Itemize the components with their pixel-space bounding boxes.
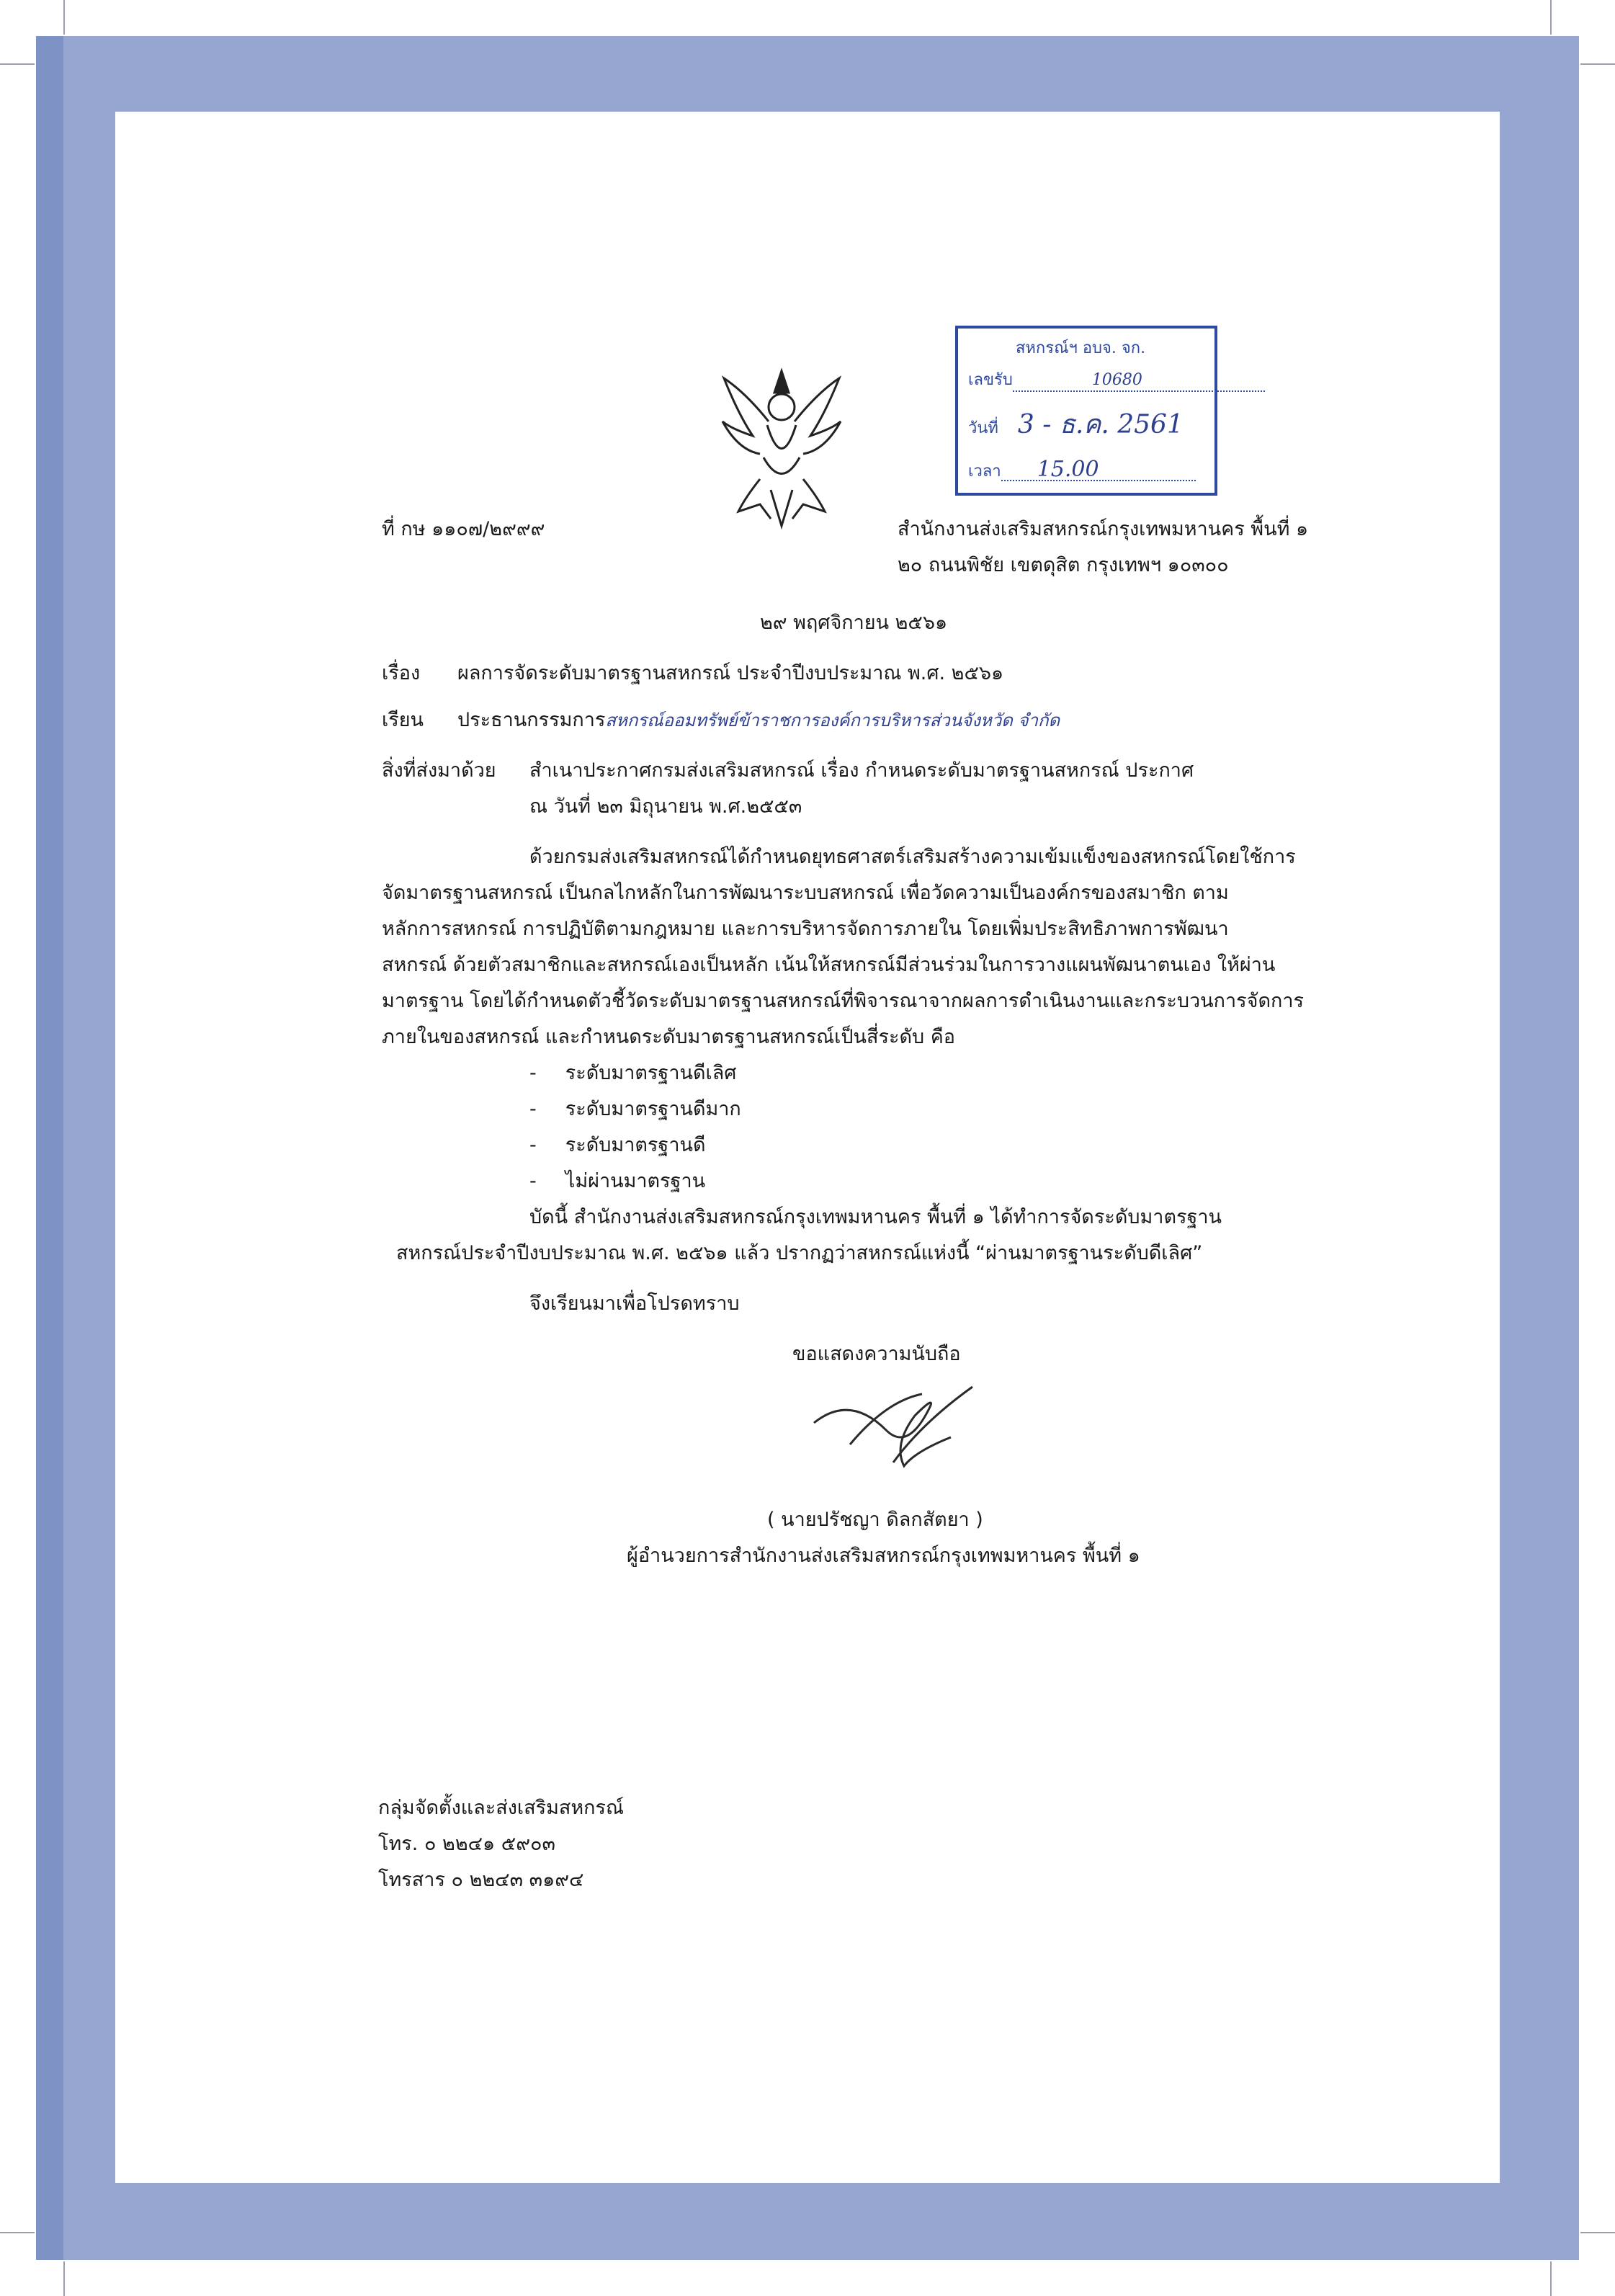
- recipient-text: ประธานกรรมการ: [457, 709, 606, 731]
- enclosure-line2: ณ วันที่ ๒๓ มิถุนายน พ.ศ.๒๕๕๓: [529, 795, 802, 818]
- office-address: ๒๐ ถนนพิชัย เขตดุสิต กรุงเทพฯ ๑๐๓๐๐: [898, 554, 1229, 576]
- contact-unit: กลุ่มจัดตั้งและส่งเสริมสหกรณ์: [378, 1797, 625, 1819]
- document-date: ๒๙ พฤศจิกายน ๒๕๖๑: [760, 612, 948, 634]
- office-name: สำนักงานส่งเสริมสหกรณ์กรุงเทพมหานคร พื้นที่ ๑: [898, 518, 1309, 540]
- stamp-date-label: วันที่: [968, 419, 998, 437]
- crop-mark: [1580, 2232, 1615, 2233]
- closing-line: จึงเรียนมาเพื่อโปรดทราบ: [529, 1292, 740, 1315]
- paragraph-line: สหกรณ์ ด้วยตัวสมาชิกและสหกรณ์เองเป็นหลัก เน้นให้สหกรณ์มีส่วนร่วมในการวางแผนพัฒนาตนเอง ให้ผ่าน: [382, 954, 1276, 976]
- paragraph-line: ภายในของสหกรณ์ และกำหนดระดับมาตรฐานสหกรณ์เป็นสี่ระดับ คือ: [382, 1026, 955, 1048]
- regards: ขอแสดงความนับถือ: [792, 1343, 961, 1365]
- stamp-time-label: เวลา: [968, 463, 1001, 481]
- crop-mark: [0, 63, 35, 65]
- crop-mark: [63, 2261, 65, 2296]
- stamp-receipt-label: เลขรับ: [968, 371, 1013, 389]
- contact-fax: โทรสาร ๐ ๒๒๔๓ ๓๑๙๔: [378, 1869, 584, 1891]
- garuda-emblem-icon: [717, 364, 846, 530]
- subject-label: เรื่อง: [382, 662, 421, 684]
- crop-mark: [0, 2232, 35, 2233]
- crop-mark: [1550, 0, 1552, 35]
- paragraph-line: จัดมาตรฐานสหกรณ์ เป็นกลไกหลักในการพัฒนาระบบสหกรณ์ เพื่อวัดความเป็นองค์กรของสมาชิก ตาม: [382, 882, 1229, 904]
- frame-left-strip: [36, 36, 63, 2260]
- reception-stamp: [955, 326, 1217, 496]
- recipient-handwritten: สหกรณ์ออมทรัพย์ข้าราชการองค์การบริหารส่วนจังหวัด จำกัด: [605, 710, 1060, 731]
- signatory-name: ( นายปรัชญา ดิลกสัตยา ): [767, 1509, 983, 1531]
- paragraph-line: สหกรณ์ประจำปีงบประมาณ พ.ศ. ๒๕๖๑ แล้ว ปรากฏว่าสหกรณ์แห่งนี้ “ผ่านมาตรฐานระดับดีเลิศ”: [396, 1242, 1203, 1264]
- stamp-date-value: 3 - ธ.ค. 2561: [1017, 410, 1184, 439]
- paragraph-line: มาตรฐาน โดยได้กำหนดตัวชี้วัดระดับมาตรฐานสหกรณ์ที่พิจารณาจากผลการดำเนินงานและกระบวนการจัดการ: [382, 990, 1305, 1012]
- subject-text: ผลการจัดระดับมาตรฐานสหกรณ์ ประจำปีงบประมาณ พ.ศ. ๒๕๖๑: [457, 662, 1004, 684]
- crop-mark: [1580, 63, 1615, 65]
- paragraph-line: ด้วยกรมส่งเสริมสหกรณ์ได้กำหนดยุทธศาสตร์เสริมสร้างความเข้มแข็งของสหกรณ์โดยใช้การ: [529, 846, 1296, 868]
- paragraph-line: บัดนี้ สำนักงานส่งเสริมสหกรณ์กรุงเทพมหานคร พื้นที่ ๑ ได้ทำการจัดระดับมาตรฐาน: [529, 1206, 1222, 1228]
- list-item: - ระดับมาตรฐานดีเลิศ: [529, 1062, 737, 1084]
- crop-mark: [63, 0, 65, 35]
- stamp-receipt-value: 10680: [1013, 370, 1265, 392]
- paragraph-line: หลักการสหกรณ์ การปฏิบัติตามกฎหมาย และการบริหารจัดการภายใน โดยเพิ่มประสิทธิภาพการพัฒนา: [382, 918, 1229, 940]
- stamp-time-value: 15.00: [1001, 460, 1196, 481]
- list-item: - ระดับมาตรฐานดี: [529, 1134, 706, 1156]
- contact-phone: โทร. ๐ ๒๒๔๑ ๕๙๐๓: [378, 1833, 555, 1855]
- recipient-label: เรียน: [382, 709, 424, 731]
- reference-number: ที่ กษ ๑๑๐๗/๒๙๙๙: [382, 518, 545, 540]
- enclosure-label: สิ่งที่ส่งมาด้วย: [382, 759, 496, 782]
- stamp-org: สหกรณ์ฯ อบจ. จก.: [1016, 339, 1146, 357]
- enclosure-line1: สำเนาประกาศกรมส่งเสริมสหกรณ์ เรื่อง กำหนดระดับมาตรฐานสหกรณ์ ประกาศ: [529, 759, 1194, 782]
- signatory-position: ผู้อำนวยการสำนักงานส่งเสริมสหกรณ์กรุงเทพมหานคร พื้นที่ ๑: [627, 1545, 1140, 1567]
- signature-icon: [807, 1380, 980, 1480]
- list-item: - ไม่ผ่านมาตรฐาน: [529, 1170, 706, 1192]
- crop-mark: [1550, 2261, 1552, 2296]
- list-item: - ระดับมาตรฐานดีมาก: [529, 1098, 741, 1120]
